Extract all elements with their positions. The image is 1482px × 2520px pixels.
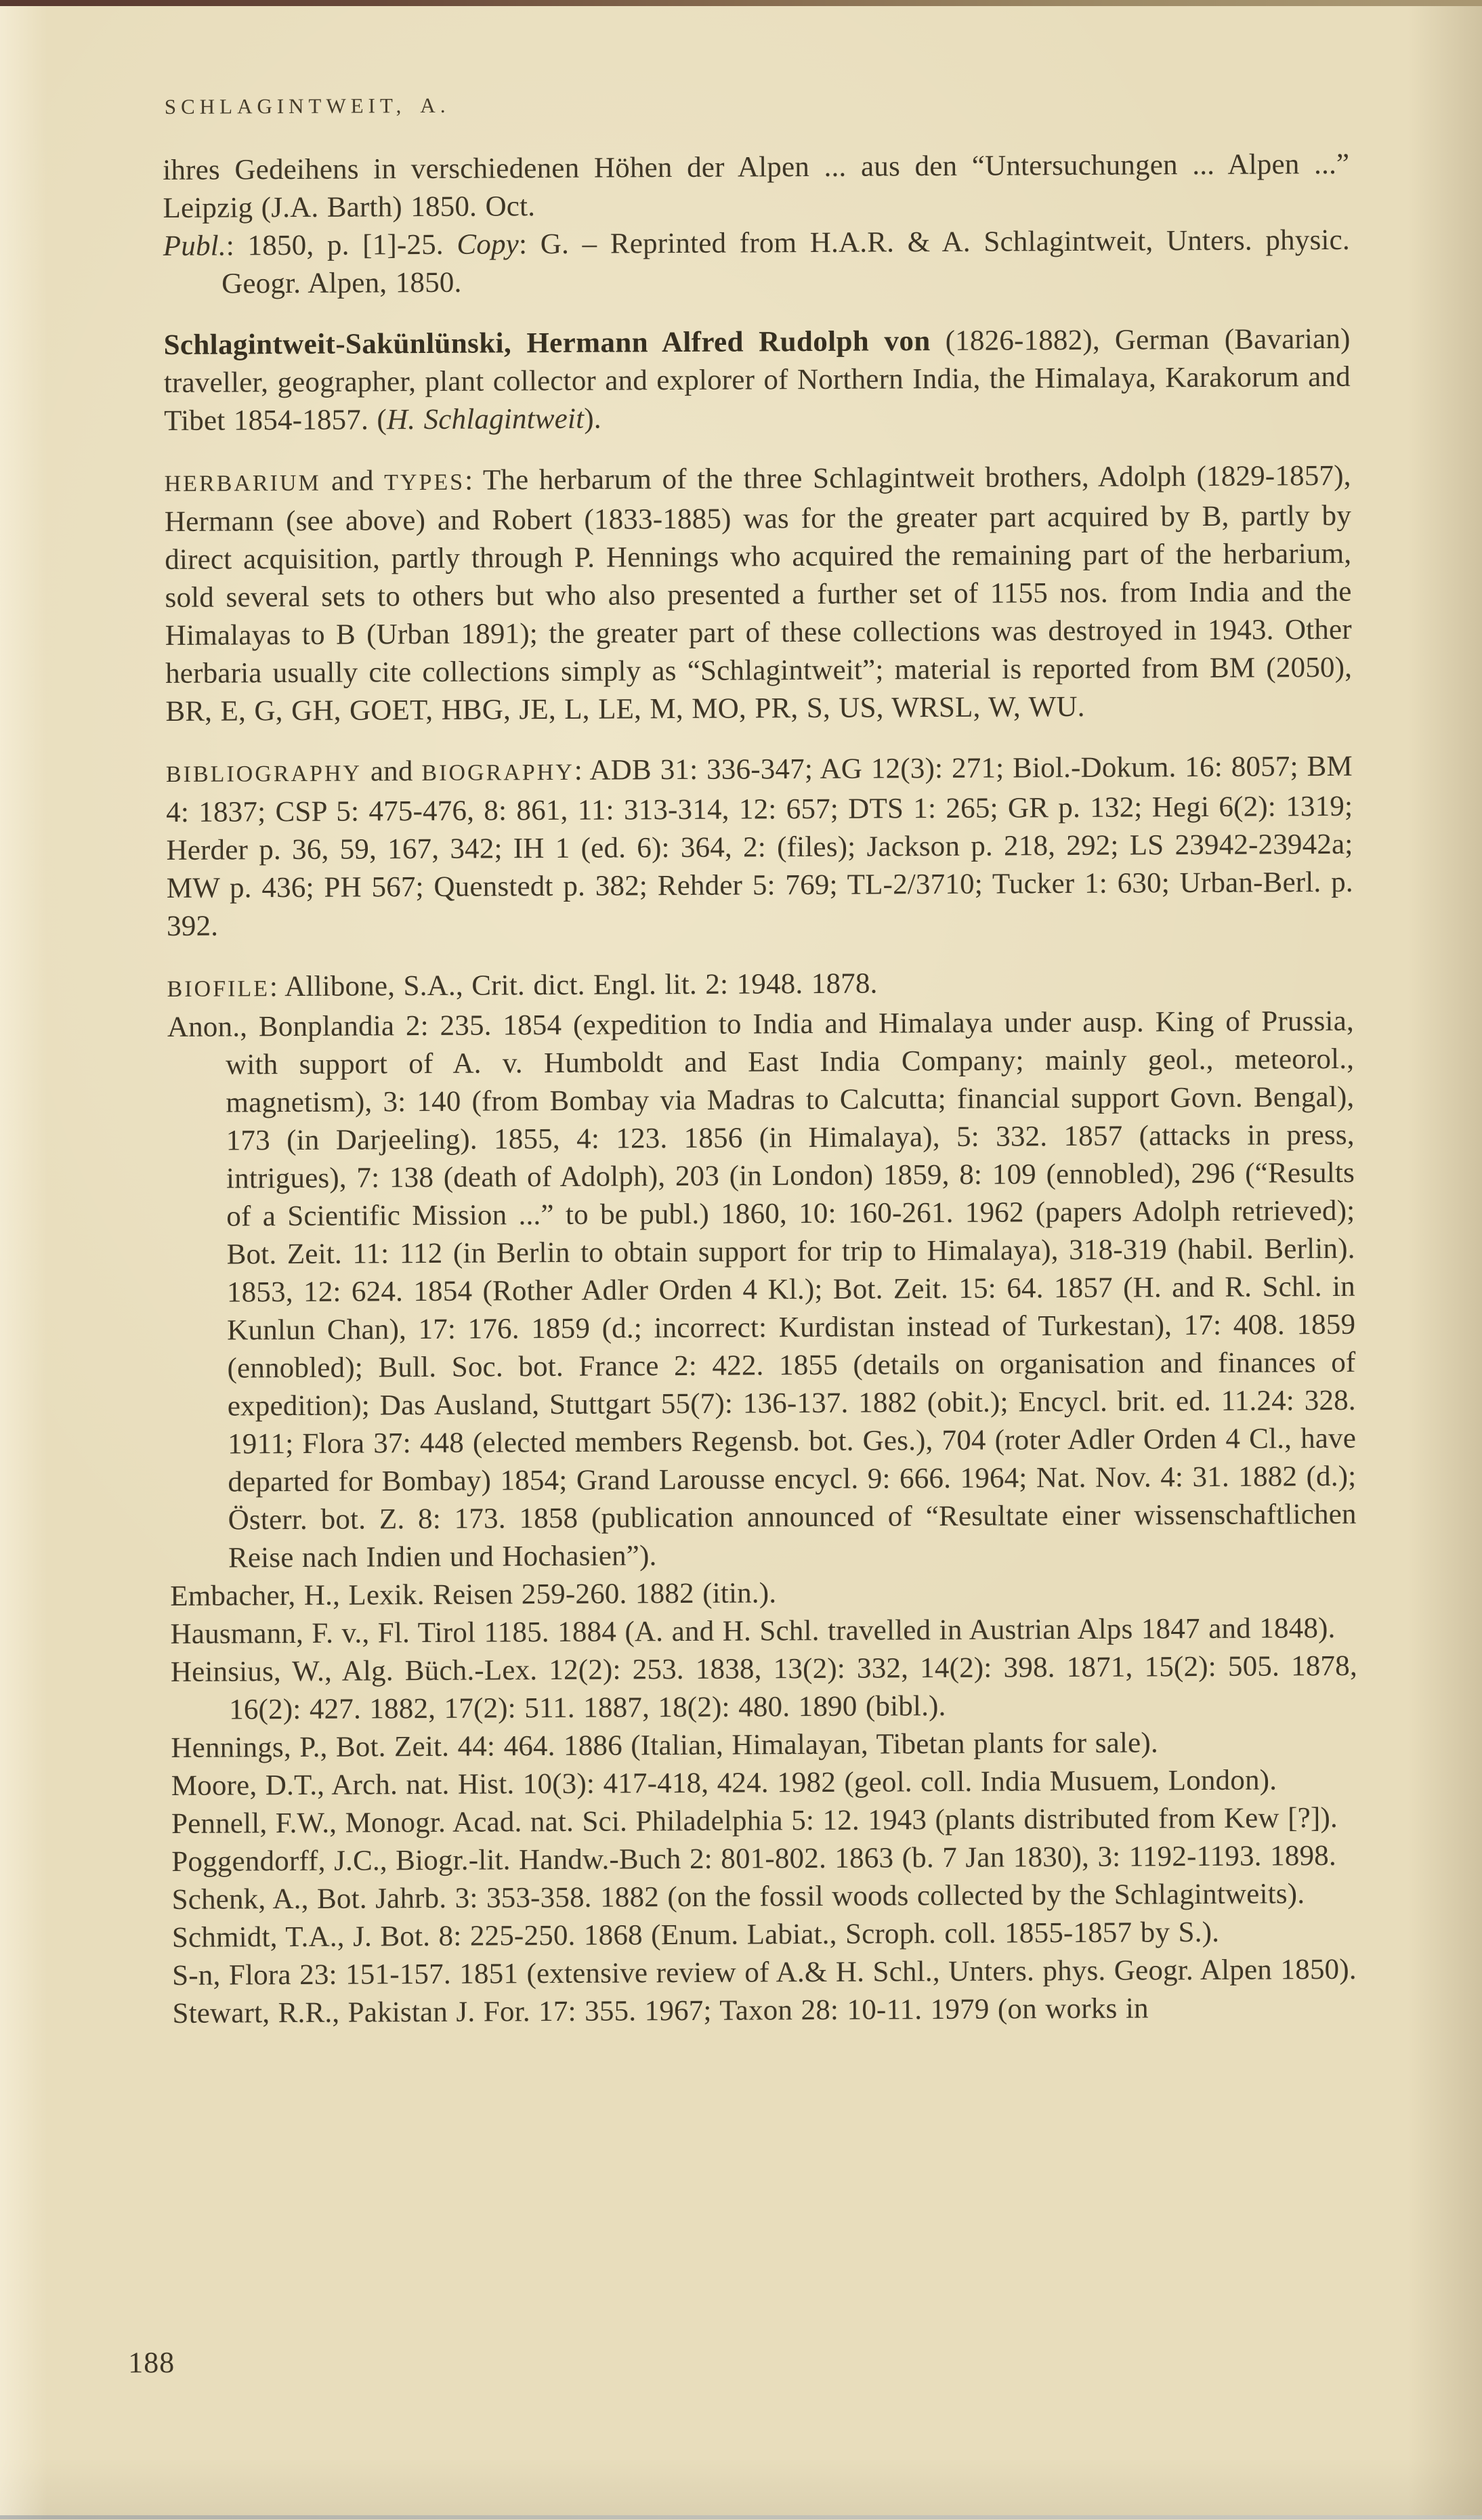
intro-continuation-paragraph xyxy=(163,146,1350,228)
herbarium-and-types-paragraph-text: : The herbarum of the three Schlagintweit brothers, Adolph (1829-1857), Hermann (see above) and Robert (1833-1885) was for the greater part acquired by B, partly by direct acquisition, partly through P. Hennings who acquired the remaining part of the herbarium, sold several sets to others but who also presented a further set of 1155 nos. from India and the Himalayas to B (Urban 1891); the greater part of these collections was destroyed in 1943. Other herbaria usually cite collections simply as “Schlagintweit”; material is reported from BM (2050), BR, E, G, GH, GOET, HBG, JE, L, LE, M, MO, PR, S, US, WRSL, W, WU. xyxy=(164,459,1353,728)
biofile-entry-anon-text: Anon., Bonplandia 2: 235. 1854 (expedition to India and Himalaya under ausp. King of Prussia, with support of A. v. Humboldt and East India Company; mainly geol., meteorol., magnetism), 3: 140 (from Bombay via Madras to Calcutta; financial support Govn. Bengal), 173 (in Darjeeling). 1855, 4: 123. 1856 (in Himalaya), 5: 332. 1857 (attacks in press, intrigues), 7: 138 (death of Adolph), 203 (in London) 1859, 8: 109 (ennobled), 296 (“Results of a Scientific Mission ...” to be publ.) 1860, 10: 160-261. 1962 (papers Adolph retrieved); Bot. Zeit. 11: 112 (in Berlin to obtain support for trip to Himalaya), 318-319 (habil. Berlin). 1853, 12: 624. 1854 (Rother Adler Orden 4 Kl.); Bot. Zeit. 15: 64. 1857 (H. and R. Schl. in Kunlun Chan), 17: 176. 1859 (d.; incorrect: Kurdistan instead of Turkestan), 17: 408. 1859 (ennobled); Bull. Soc. bot. France 2: 422. 1855 (details on organisation and finances of expedition); Das Ausland, Stuttgart 55(7): 136-137. 1882 (obit.); Encycl. brit. ed. 11.24: 328. 1911; Flora 37: 448 (elected members Regensb. bot. Ges.), 704 (roter Adler Orden 4 Cl., have departed for Bombay) 1854; Grand Larousse encycl. 9: 666. 1964; Nat. Nov. 4: 31. 1882 (d.); Österr. bot. Z. 8: 173. 1858 (publication announced of “Resultate einer wissenschaftlichen Reise nach Indien und Hochasien”). xyxy=(167,1005,1357,1574)
bibliography-and-biography-paragraph-text: BIBLIOGRAPHY xyxy=(165,761,362,787)
biofile-entry-pennell xyxy=(171,1799,1358,1843)
intro-continuation-paragraph-text: ihres Gedeihens in verschiedenen Höhen der Alpen ... aus den “Untersuchungen ... Alpen ...” Leipzig (J.A. Barth) 1850. Oct. xyxy=(163,148,1350,224)
biofile-entry-stewart xyxy=(172,1989,1359,2033)
entry-heading-text: ). xyxy=(584,402,601,435)
bibliography-and-biography-paragraph xyxy=(166,748,1353,946)
bibliography-and-biography-paragraph-text: BIOGRAPHY xyxy=(421,759,574,786)
publication-note-text: Copy xyxy=(457,228,520,261)
biofile-entry-allibone-text: : Allibone, S.A., Crit. dict. Engl. lit. 2: 1948. 1878. xyxy=(269,967,878,1003)
biofile-entry-heinsius-text: Heinsius, W., Alg. Büch.-Lex. 12(2): 253. 1838, 13(2): 332, 14(2): 398. 1871, 15(2): 505. 1878, 16(2): 427. 1882, 17(2): 511. 1887, 18(2): 480. 1890 (bibl.). xyxy=(170,1650,1357,1726)
herbarium-and-types-paragraph xyxy=(165,457,1353,731)
entry-heading xyxy=(163,320,1351,440)
biofile-entry-schmidt xyxy=(172,1913,1359,1957)
biofile-entry-s-n xyxy=(172,1951,1359,1995)
bibliography-and-biography-paragraph-text: : ADB 31: 336-347; AG 12(3): 271; Biol.-Dokum. 16: 8057; BM 4: 1837; CSP 5: 475-476, 8: 861, 11: 313-314, 12: 657; DTS 1: 265; GR p. 132; Hegi 6(2): 1319; Herder p. 36, 59, 167, 342; IH 1 (ed. 6): 364, 2: (files); Jackson p. 218, 292; LS 23942-23942a; MW p. 436; PH 567; Quenstedt p. 382; Rehder 5: 769; TL-2/3710; Tucker 1: 630; Urban-Berl. p. 392. xyxy=(166,750,1353,942)
biofile-entry-embacher-text: Embacher, H., Lexik. Reisen 259-260. 1882 (itin.). xyxy=(170,1577,777,1612)
entry-heading-text: (1826-1882), German (Bavarian) traveller, geographer, plant collector and explorer of Northern India, the Himalaya, Karakorum and Tibet 1854-1857. ( xyxy=(163,322,1351,437)
biofile-entry-heinsius xyxy=(171,1647,1358,1729)
biofile-entry-embacher xyxy=(170,1572,1357,1616)
herbarium-and-types-paragraph-text: TYPES xyxy=(384,469,465,496)
biofile-entry-hausmann xyxy=(170,1610,1357,1654)
publication-note xyxy=(163,222,1351,303)
publication-note-text: : G. – Reprinted from H.A.R. & A. Schlagintweit, Unters. physic. Geogr. Alpen, 1850. xyxy=(221,224,1350,300)
biofile-entry-allibone xyxy=(167,963,1353,1009)
biofile-entry-schenk-text: Schenk, A., Bot. Jahrb. 3: 353-358. 1882 (on the fossil woods collected by the Schlagintweits). xyxy=(171,1878,1305,1916)
biofile-entry-schenk xyxy=(171,1875,1358,1919)
biofile-entry-poggendorff-text: Poggendorff, J.C., Biogr.-lit. Handw.-Buch 2: 801-802. 1863 (b. 7 Jan 1830), 3: 1192-1193. 1898. xyxy=(171,1839,1337,1878)
biofile-entry-moore xyxy=(171,1761,1358,1805)
biofile-entry-moore-text: Moore, D.T., Arch. nat. Hist. 10(3): 417-418, 424. 1982 (geol. coll. India Musuem, London). xyxy=(171,1764,1277,1802)
publication-note-text: : 1850, p. [1]-25. xyxy=(226,228,457,262)
running-head: SCHLAGINTWEIT, A. xyxy=(164,93,450,119)
text-column xyxy=(163,146,1359,2033)
biofile-entry-allibone-text: BIOFILE xyxy=(167,976,270,1002)
entry-heading-text: H. Schlagintweit xyxy=(386,402,585,436)
herbarium-and-types-paragraph-text: and xyxy=(320,465,385,497)
page-number: 188 xyxy=(128,2345,175,2380)
biofile-entry-pennell-text: Pennell, F.W., Monogr. Acad. nat. Sci. Philadelphia 5: 12. 1943 (plants distributed from Kew [?]). xyxy=(171,1801,1338,1840)
biofile-entry-hausmann-text: Hausmann, F. v., Fl. Tirol 1185. 1884 (A. and H. Schl. travelled in Austrian Alps 1847 and 1848). xyxy=(170,1612,1336,1650)
bibliography-and-biography-paragraph-text: and xyxy=(361,755,422,788)
biofile-entry-anon xyxy=(167,1003,1357,1578)
publication-note-text: Publ. xyxy=(163,230,226,262)
herbarium-and-types-paragraph-text: HERBARIUM xyxy=(164,470,321,497)
biofile-entry-hennings xyxy=(171,1723,1357,1767)
entry-heading-text: Schlagintweit-Sakünlünski, Hermann Alfred Rudolph von xyxy=(163,325,931,361)
biofile-entry-poggendorff xyxy=(171,1837,1358,1881)
biofile-entry-s-n-text: S-n, Flora 23: 151-157. 1851 (extensive review of A.& H. Schl., Unters. phys. Geogr. Alpen 1850). xyxy=(172,1953,1357,1992)
biofile-entry-schmidt-text: Schmidt, T.A., J. Bot. 8: 225-250. 1868 (Enum. Labiat., Scroph. coll. 1855-1857 by S.). xyxy=(171,1916,1220,1954)
biofile-entry-stewart-text: Stewart, R.R., Pakistan J. For. 17: 355. 1967; Taxon 28: 10-11. 1979 (on works in xyxy=(172,1992,1149,2030)
biofile-entry-hennings-text: Hennings, P., Bot. Zeit. 44: 464. 1886 (Italian, Himalayan, Tibetan plants for sale). xyxy=(171,1727,1158,1764)
